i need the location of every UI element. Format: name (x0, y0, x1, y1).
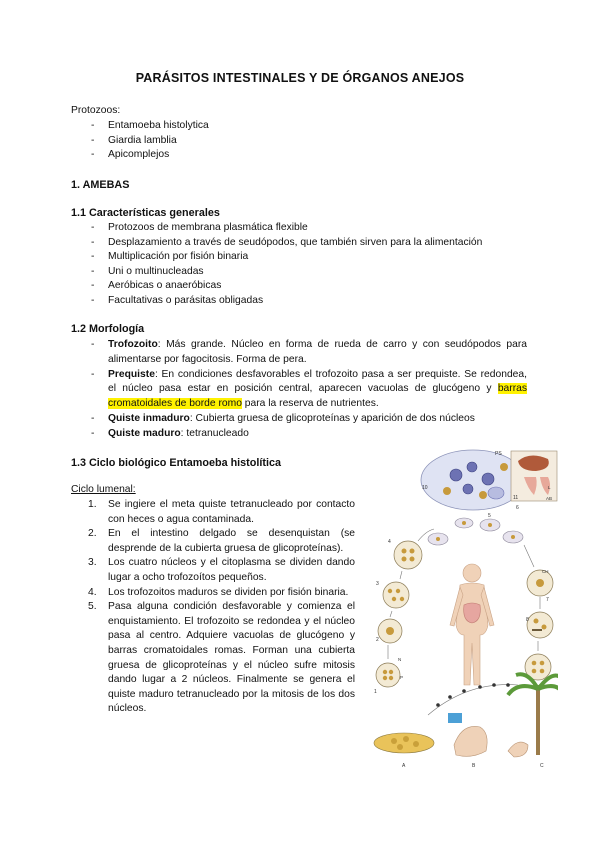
list-item-quiste-inmaduro: - Quiste inmaduro: Cubierta gruesa de glicoproteínas y aparición de dos núcleos (91, 412, 527, 427)
fig-label: A (402, 763, 406, 769)
fig-label: 1 (374, 689, 377, 695)
fig-label: C (540, 763, 544, 769)
protozoos-label: Protozoos: (71, 105, 121, 116)
fig-label: P (400, 675, 404, 680)
tissue-invasion-cluster (421, 450, 525, 510)
human-body (450, 564, 494, 685)
list-item: - Protozoos de membrana plasmática flexible (91, 221, 531, 236)
list-item: 2. En el intestino delgado se desenquistan (se desprende de la cubierta gruesa de glicoproteínas). (88, 528, 355, 554)
life-cycle-illustration (368, 445, 558, 775)
organ-inset (511, 451, 557, 501)
fig-label: 7 (546, 597, 549, 603)
list-item: - Apicomplejos (91, 148, 531, 163)
list-item-quiste-maduro: - Quiste maduro: tetranucleado (91, 427, 527, 442)
subsection-heading-ciclo: 1.3 Ciclo biológico Entamoeba histolítica (71, 457, 281, 469)
fig-label: 11 (513, 495, 519, 501)
flies (436, 683, 510, 707)
fig-label: L (548, 485, 551, 490)
fig-label: 8 (526, 617, 529, 623)
ciclo-steps-list (71, 498, 355, 717)
fig-label: 6 (516, 505, 519, 511)
protozoos-list (91, 119, 531, 163)
list-item-prequiste: - Prequiste: En condiciones desfavorables el trofozoito pasa a ser prequiste. Se redondea, el núcleo pasa estar en posición central, aparecen vacuolas de glucógeno y barras cromatoidales de borde romo para la reserva de nutrientes. (91, 368, 527, 412)
fig-label: 10 (422, 485, 428, 491)
fig-label: AB (546, 496, 553, 501)
fig-label: N (398, 657, 402, 662)
list-item: - Facultativas o parásitas obligadas (91, 294, 531, 309)
ciclo-lumenal-label: Ciclo lumenal: (71, 484, 136, 495)
bottom-scenes (374, 674, 558, 769)
list-item-trofozoito: - Trofozoito: Más grande. Núcleo en forma de rueda de carro y con seudópodos para alimentarse por fagocitosis. Forma de pera. (91, 338, 527, 368)
list-item: 1. Se ingiere el meta quiste tetranucleado por contacto con heces o agua contaminada. (88, 499, 355, 525)
fig-label: 2 (376, 637, 379, 643)
highlighted-text: barras cromatoidales de borde romo (108, 383, 527, 410)
fig-label: 4 (388, 539, 391, 545)
trophozoite-row (428, 513, 523, 545)
right-cyst-chain (525, 569, 553, 685)
morfologia-list (91, 338, 527, 442)
fig-label: 9 (544, 679, 547, 685)
fig-label: 5 (488, 513, 491, 519)
list-item: - Entamoeba histolytica (91, 119, 531, 134)
list-item: - Aeróbicas o anaeróbicas (91, 279, 531, 294)
left-cyst-chain (374, 539, 422, 695)
section-heading-amebas: 1. AMEBAS (71, 179, 130, 191)
list-item: 5. Pasa alguna condición desfavorable y comienza el enquistamiento. El trofozoito se redondea y el núcleo pasa al centro. Adquiere vacuolas de glucógeno y barras cromatoidales romas. Forman una cubierta gruesa de glicoproteínas y el núcleo sufre mitosis dando lugar a 2 núcleos. Finalmente se genera el quiste maduro tetranucleado por la mitosis de los dos núcleos. (88, 601, 355, 715)
caracteristicas-list (91, 221, 531, 309)
fig-label: B (472, 763, 476, 769)
list-item: 4. Los trofozoitos maduros se dividen por fisión binaria. (88, 586, 349, 598)
fig-label: 3 (376, 581, 379, 587)
list-item: - Giardia lamblia (91, 134, 531, 149)
page-title: PARÁSITOS INTESTINALES Y DE ÓRGANOS ANEJOS (135, 71, 465, 85)
fig-label: PS (495, 451, 502, 457)
subsection-heading-morfologia: 1.2 Morfología (71, 323, 145, 335)
list-item: - Uni o multinucleadas (91, 265, 531, 280)
list-item: - Multiplicación por fisión binaria (91, 250, 531, 265)
fig-label: CH (542, 569, 549, 574)
subsection-heading-caracteristicas: 1.1 Características generales (71, 207, 220, 219)
list-item: - Desplazamiento a través de seudópodos, que también sirven para la alimentación (91, 236, 531, 251)
list-item: 3. Los cuatro núcleos y el citoplasma se dividen dando lugar a ocho trofozoítos pequeños. (88, 557, 355, 583)
